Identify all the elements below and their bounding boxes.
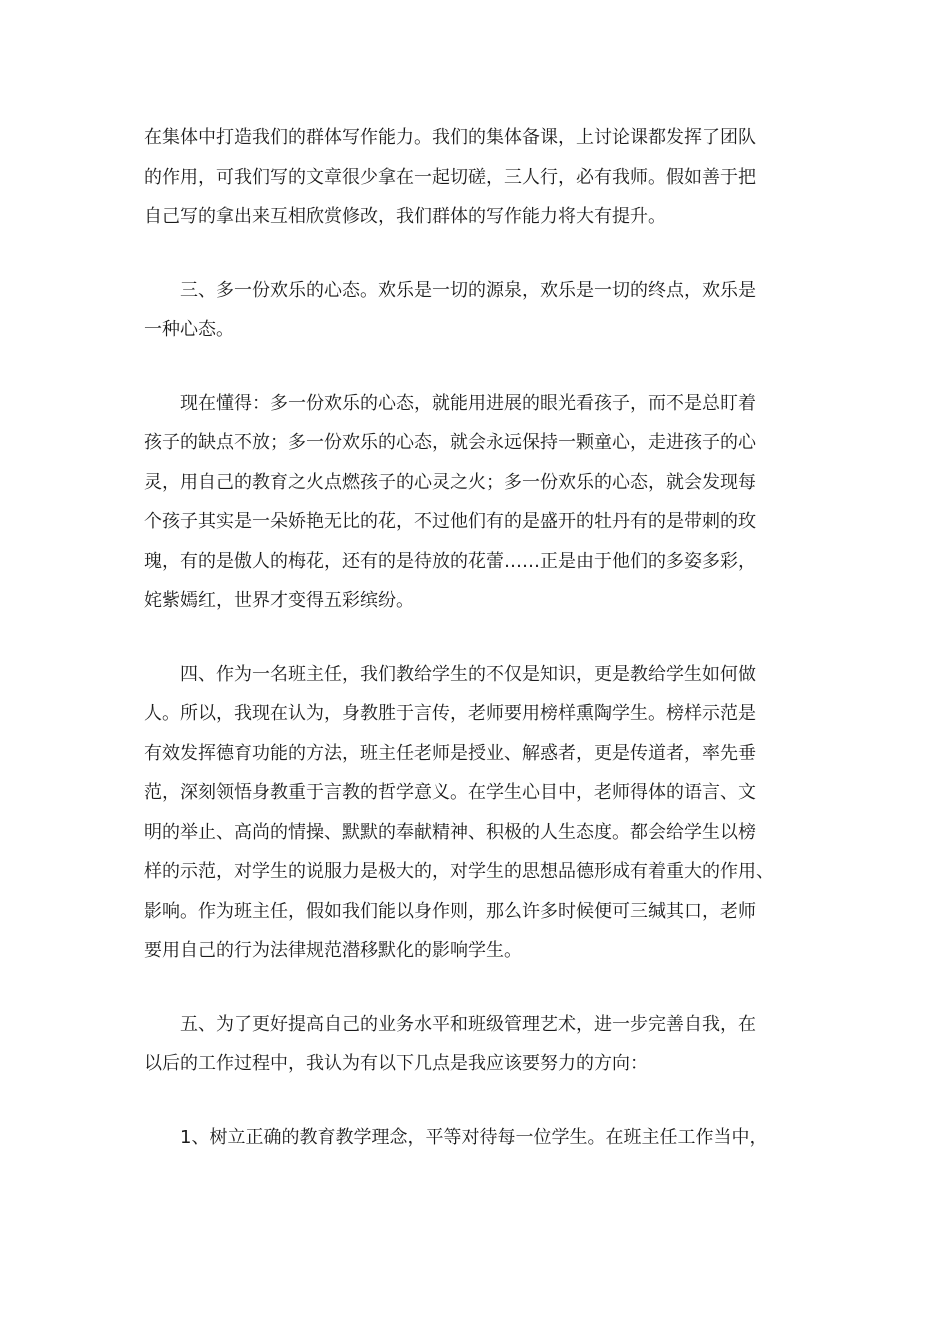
text-line: 现在懂得：多一份欢乐的心态，就能用进展的眼光看孩子，而不是总盯着 [144,392,756,414]
text-line: 三、多一份欢乐的心态。欢乐是一切的源泉，欢乐是一切的终点，欢乐是 [144,279,756,301]
paragraph-section-four [144,655,812,971]
text-line: 人。所以，我现在认为，身教胜于言传，老师要用榜样熏陶学生。榜样示范是 [144,703,756,724]
paragraph-section-five [144,1005,812,1084]
paragraph-happy-mindset [144,384,812,621]
paragraph-spacer [144,1084,812,1118]
paragraph-writing-ability [144,118,812,237]
text-line: 有效发挥德育功能的方法，班主任老师是授业、解惑者，更是传道者，率先垂 [144,742,756,764]
paragraph-spacer [144,237,812,271]
text-line: 1、树立正确的教育教学理念，平等对待每一位学生。在班主任工作当中， [144,1126,768,1148]
text-line: 要用自己的行为法律规范潜移默化的影响学生。 [144,940,522,961]
text-line: 自己写的拿出来互相欣赏修改，我们群体的写作能力将大有提升。 [144,206,666,227]
text-line: 以后的工作过程中，我认为有以下几点是我应该要努力的方向： [144,1053,648,1074]
text-line: 五、为了更好提高自己的业务水平和班级管理艺术，进一步完善自我，在 [144,1013,756,1035]
text-line: 孩子的缺点不放；多一份欢乐的心态，就会永远保持一颗童心，走进孩子的心 [144,432,756,453]
document-body [144,118,812,1157]
text-line: 个孩子其实是一朵娇艳无比的花，不过他们有的是盛开的牡丹有的是带刺的玫 [144,511,756,532]
text-line: 样的示范，对学生的说服力是极大的，对学生的思想品德形成有着重大的作用、 [144,861,774,882]
text-line: 的作用，可我们写的文章很少拿在一起切磋，三人行，必有我师。假如善于把 [144,166,756,188]
paragraph-spacer [144,621,812,655]
text-line: 影响。作为班主任，假如我们能以身作则，那么许多时候便可三缄其口，老师 [144,900,756,922]
text-line: 在集体中打造我们的群体写作能力。我们的集体备课，上讨论课都发挥了团队 [144,127,756,148]
text-line: 四、作为一名班主任，我们教给学生的不仅是知识，更是教给学生如何做 [144,663,756,685]
text-line: 范，深刻领悟身教重于言教的哲学意义。在学生心目中，老师得体的语言、文 [144,782,756,803]
text-line: 姹紫嫣红，世界才变得五彩缤纷。 [144,590,414,611]
text-line: 一种心态。 [144,319,234,340]
paragraph-spacer [144,971,812,1005]
paragraph-spacer [144,350,812,384]
paragraph-section-three [144,271,812,350]
paragraph-item-one [144,1118,812,1158]
text-line: 灵，用自己的教育之火点燃孩子的心灵之火；多一份欢乐的心态，就会发现每 [144,471,756,493]
text-line: 瑰，有的是傲人的梅花，还有的是待放的花蕾……正是由于他们的多姿多彩， [144,550,756,572]
text-line: 明的举止、高尚的情操、默默的奉献精神、积极的人生态度。都会给学生以榜 [144,821,756,843]
